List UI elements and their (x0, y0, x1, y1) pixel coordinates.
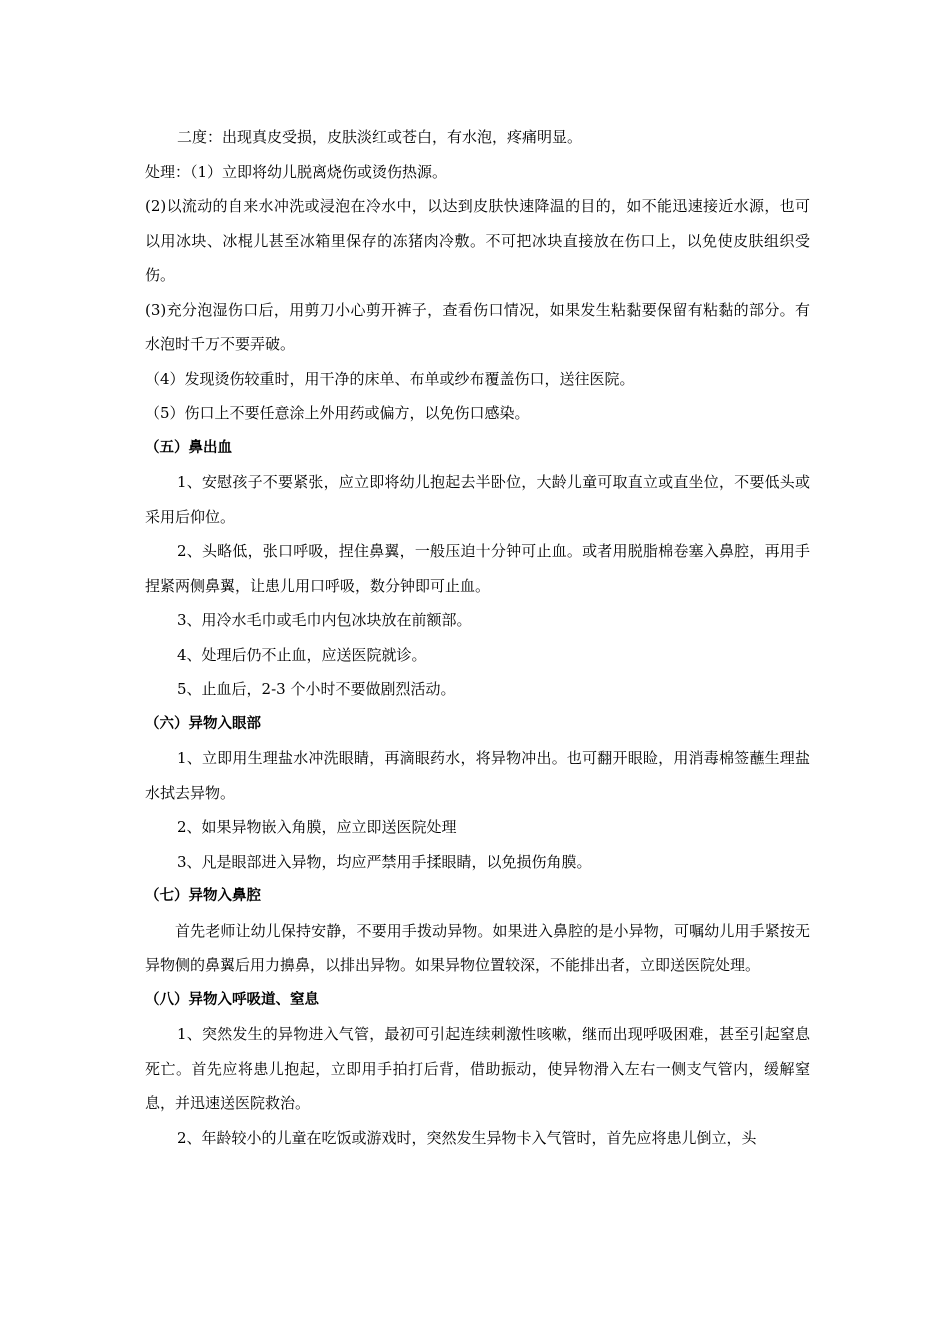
burn-treatment-2: (2)以流动的自来水冲洗或浸泡在冷水中，以达到皮肤快速降温的目的，如不能迅速接近水源，也可以用冰块、冰棍儿甚至冰箱里保存的冻猪肉冷敷。不可把冰块直接放在伤口上，以免使皮肤组织受伤。 (145, 197, 810, 284)
document-page (145, 120, 810, 1155)
section-heading-airway: （八）异物入呼吸道、窒息 (145, 991, 319, 1008)
section-heading-nose: （七）异物入鼻腔 (145, 888, 261, 904)
burn-treatment-4: （4）发现烫伤较重时，用干净的床单、布单或纱布覆盖伤口，送往医院。 (145, 369, 635, 388)
list-item: 2、如果异物嵌入角膜，应立即送医院处理 (177, 818, 457, 836)
list-item: 1、突然发生的异物进入气管，最初可引起连续刺激性咳嗽，继而出现呼吸困难，甚至引起窒息死亡。首先应将患儿抱起，立即用手拍打后背，借助振动，使异物滑入左右一侧支气管内，缓解窒息，并迅速送医院救治。 (145, 1025, 810, 1112)
nose-body: 首先老师让幼儿保持安静，不要用手拨动异物。如果进入鼻腔的是小异物，可嘱幼儿用手紧按无异物侧的鼻翼后用力擤鼻，以排出异物。如果异物位置较深，不能排出者，立即送医院处理。 (145, 921, 810, 974)
list-item: 3、用冷水毛巾或毛巾内包冰块放在前额部。 (177, 611, 472, 629)
burn-treatment-1: 处理：（1）立即将幼儿脱离烧伤或烫伤热源。 (145, 162, 448, 181)
section-heading-nosebleed: （五）鼻出血 (145, 439, 232, 456)
list-item: 4、处理后仍不止血，应送医院就诊。 (177, 645, 427, 664)
list-item: 5、止血后，2-3 个小时不要做剧烈活动。 (177, 680, 456, 698)
burn-second-degree: 二度：出现真皮受损，皮肤淡红或苍白，有水泡，疼痛明显。 (177, 128, 583, 146)
list-item: 2、年龄较小的儿童在吃饭或游戏时，突然发生异物卡入气管时，首先应将患儿倒立，头 (177, 1128, 757, 1147)
list-item: 2、头略低，张口呼吸，捏住鼻翼，一般压迫十分钟可止血。或者用脱脂棉卷塞入鼻腔，再用手捏紧两侧鼻翼，让患儿用口呼吸，数分钟即可止血。 (145, 542, 810, 595)
burn-treatment-5: （5）伤口上不要任意涂上外用药或偏方，以免伤口感染。 (145, 404, 530, 422)
list-item: 1、安慰孩子不要紧张，应立即将幼儿抱起去半卧位，大龄儿童可取直立或直坐位，不要低头或采用后仰位。 (145, 473, 810, 526)
list-item: 1、立即用生理盐水冲洗眼睛，再滴眼药水，将异物冲出。也可翻开眼睑，用消毒棉签蘸生理盐水拭去异物。 (145, 749, 810, 802)
list-item: 3、凡是眼部进入异物，均应严禁用手揉眼睛，以免损伤角膜。 (177, 852, 592, 871)
burn-treatment-3: (3)充分泡湿伤口后，用剪刀小心剪开裤子，查看伤口情况，如果发生粘黏要保留有粘黏的部分。有水泡时千万不要弄破。 (145, 300, 810, 353)
section-heading-eye: （六）异物入眼部 (145, 715, 261, 732)
